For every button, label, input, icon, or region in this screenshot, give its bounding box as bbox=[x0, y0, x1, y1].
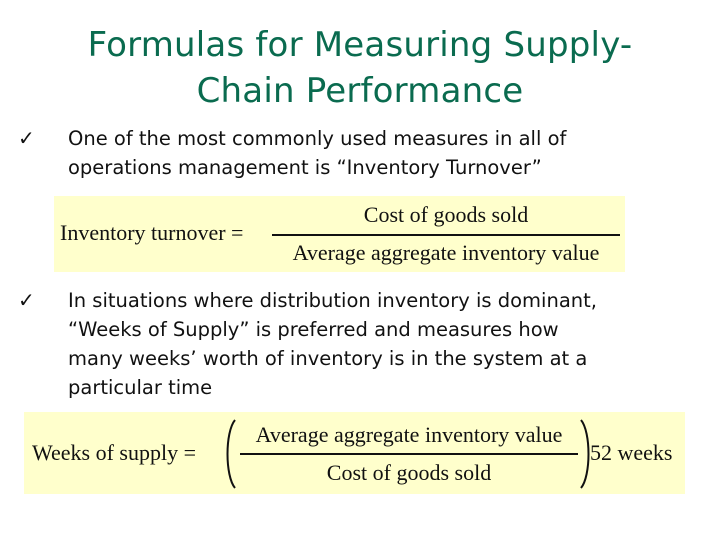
bullet-text bbox=[68, 286, 708, 402]
formula-numerator: Cost of goods sold bbox=[363, 202, 529, 227]
formula-lhs: Weeks of supply = bbox=[32, 440, 197, 465]
checkmark-icon: ✓ bbox=[18, 288, 35, 312]
formula-multiplier: 52 weeks bbox=[590, 440, 673, 465]
bullet-text bbox=[68, 124, 708, 182]
slide-title-line-1: Formulas for Measuring Supply- bbox=[87, 25, 633, 65]
bullet-item-inventory-turnover bbox=[18, 124, 708, 186]
fraction-bar bbox=[240, 453, 578, 455]
bullet-line: In situations where distribution inventory is dominant, bbox=[68, 289, 597, 312]
bullet-line: many weeks’ worth of inventory is in the system at a bbox=[68, 347, 588, 370]
bullet-line: particular time bbox=[68, 376, 213, 399]
formula-weeks-of-supply bbox=[24, 412, 685, 494]
formula-inventory-turnover bbox=[54, 196, 625, 272]
checkmark-icon: ✓ bbox=[18, 126, 35, 150]
slide-title bbox=[20, 22, 700, 114]
formula-denominator: Cost of goods sold bbox=[326, 460, 492, 485]
bullet-item-weeks-of-supply bbox=[18, 286, 708, 406]
formula-lhs: Inventory turnover = bbox=[60, 220, 244, 245]
bullet-line: operations management is “Inventory Turnover” bbox=[68, 156, 542, 179]
fraction-bar bbox=[272, 234, 620, 236]
left-parenthesis-icon bbox=[222, 418, 238, 490]
formula-denominator: Average aggregate inventory value bbox=[292, 240, 600, 265]
formula-numerator: Average aggregate inventory value bbox=[255, 422, 563, 447]
bullet-line: “Weeks of Supply” is preferred and measures how bbox=[68, 318, 559, 341]
slide-title-line-2: Chain Performance bbox=[196, 71, 524, 111]
bullet-line: One of the most commonly used measures in all of bbox=[68, 127, 567, 150]
